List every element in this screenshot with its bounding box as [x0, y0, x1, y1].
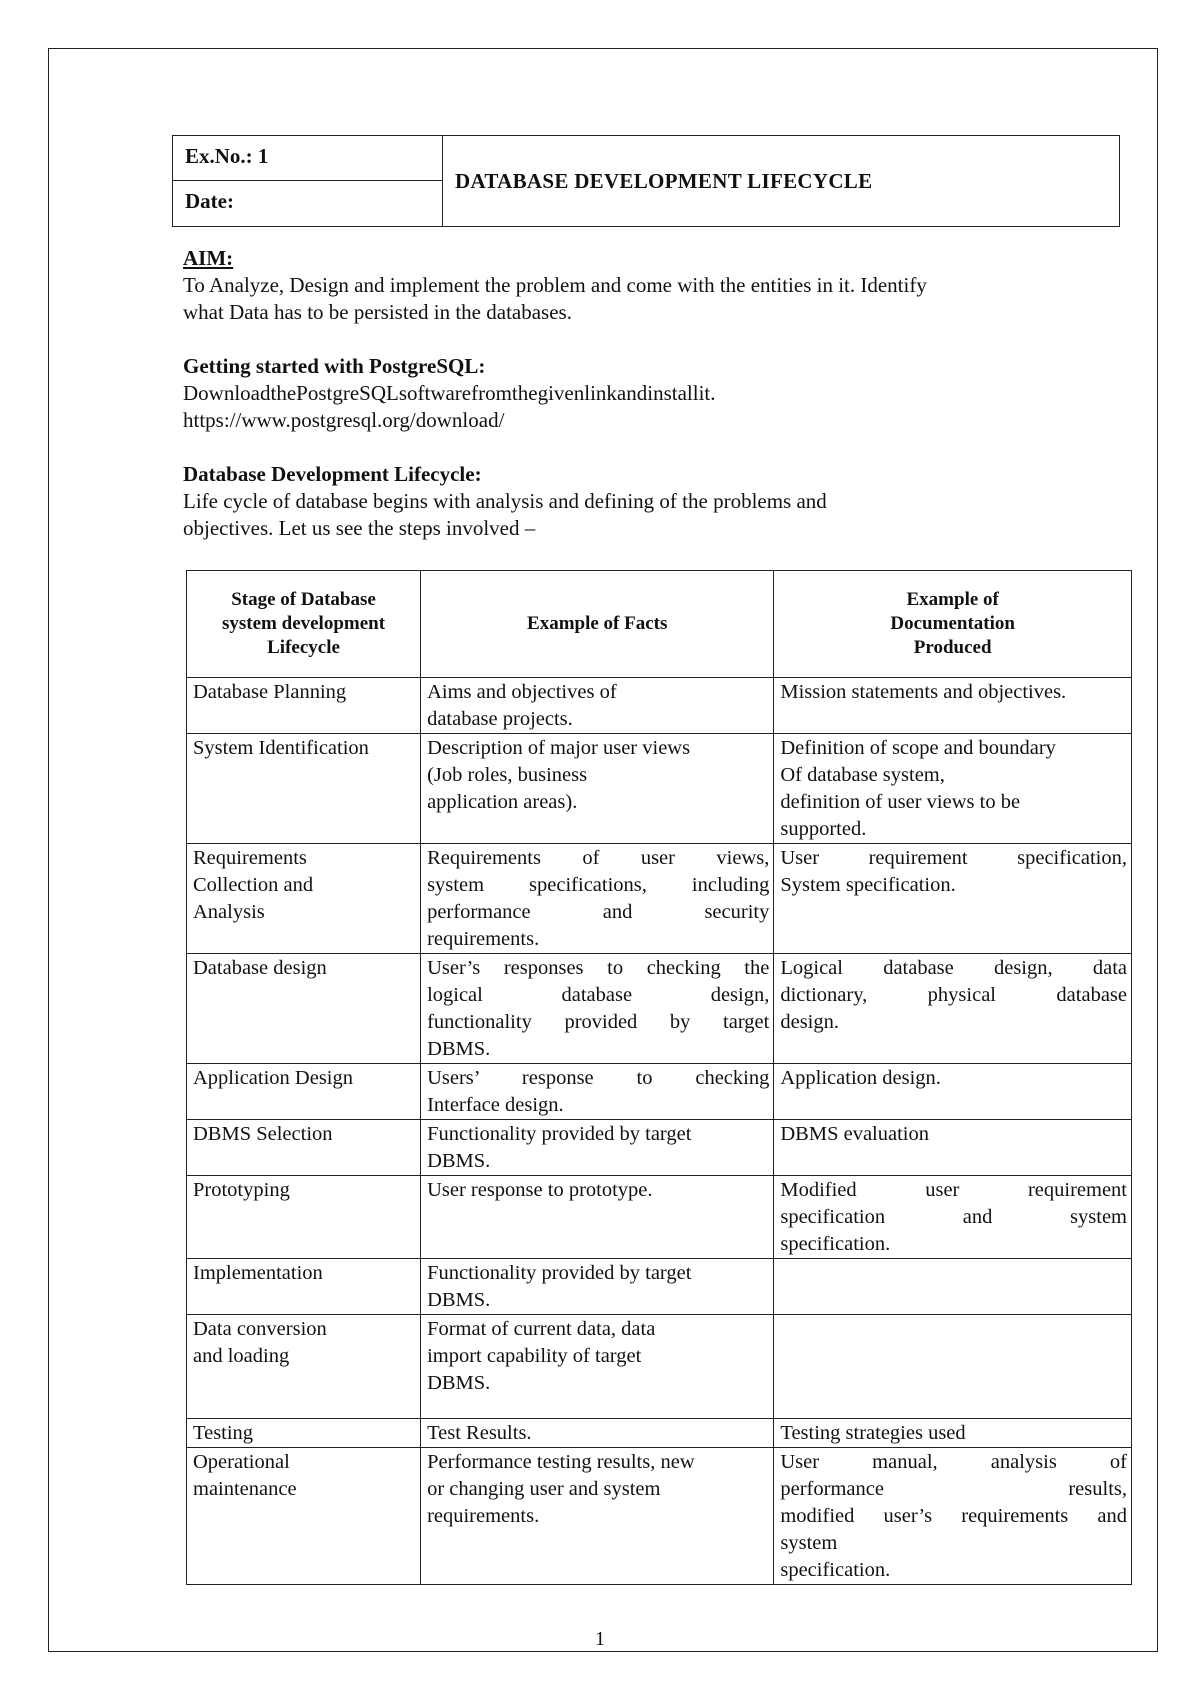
cell-line: specification and system	[780, 1206, 1127, 1228]
header-line: Produced	[913, 637, 992, 658]
table-row	[187, 734, 1132, 844]
cell-line: DBMS.	[427, 1038, 491, 1060]
cell-stage	[187, 1064, 421, 1120]
cell-line: Test Results.	[427, 1422, 532, 1444]
cell-line: Functionality provided by target	[427, 1123, 692, 1145]
aim-text-line-1: To Analyze, Design and implement the problem and come with the entities in it. Identify	[183, 273, 927, 297]
cell-line: requirements.	[427, 1505, 540, 1527]
cell-facts	[421, 1315, 774, 1419]
getting-started-text: DownloadthePostgreSQLsoftwarefromthegivenlinkandinstallit.	[183, 381, 716, 405]
cell-line: Performance testing results, new	[427, 1451, 695, 1473]
cell-line: Requirements	[193, 847, 307, 869]
cell-line: performance results,	[780, 1478, 1127, 1500]
cell-docs	[774, 1064, 1132, 1120]
cell-facts	[421, 734, 774, 844]
header-line: Stage of Database	[231, 589, 376, 610]
cell-line: DBMS.	[427, 1372, 491, 1394]
aim-heading: AIM:	[183, 246, 234, 270]
exercise-number: Ex.No.: 1	[173, 136, 442, 181]
table-row	[187, 1120, 1132, 1176]
cell-line: logical database design,	[427, 984, 770, 1006]
lifecycle-text-line-1: Life cycle of database begins with analysis and defining of the problems and	[183, 489, 827, 513]
cell-line: system specifications, including	[427, 874, 770, 896]
cell-line: and loading	[193, 1345, 290, 1367]
cell-stage	[187, 1315, 421, 1419]
cell-line: Functionality provided by target	[427, 1262, 692, 1284]
exercise-date: Date:	[185, 189, 234, 213]
lifecycle-heading: Database Development Lifecycle:	[183, 462, 482, 486]
cell-stage	[187, 1176, 421, 1259]
cell-line: User manual, analysis of	[780, 1451, 1127, 1473]
table-row	[187, 844, 1132, 954]
cell-line: Aims and objectives of	[427, 681, 617, 703]
cell-line: DBMS.	[427, 1150, 491, 1172]
table-row	[187, 1259, 1132, 1315]
table-header-row	[187, 571, 1132, 678]
cell-line: design.	[780, 1011, 840, 1033]
cell-line: User requirement specification,	[780, 847, 1127, 869]
cell-facts	[421, 678, 774, 734]
cell-line: (Job roles, business	[427, 764, 588, 786]
cell-facts	[421, 954, 774, 1064]
cell-stage	[187, 1419, 421, 1448]
header-line: system development	[222, 613, 386, 634]
cell-docs	[774, 954, 1132, 1064]
page-number: 1	[595, 1628, 605, 1650]
cell-line: Database design	[193, 957, 327, 979]
cell-stage	[187, 734, 421, 844]
cell-line: DBMS evaluation	[780, 1123, 929, 1145]
cell-line: Operational	[193, 1451, 290, 1473]
cell-line: Testing	[193, 1422, 254, 1444]
cell-line: or changing user and system	[427, 1478, 661, 1500]
cell-line: Database Planning	[193, 681, 347, 703]
exercise-title: DATABASE DEVELOPMENT LIFECYCLE	[455, 168, 873, 193]
cell-line: DBMS Selection	[193, 1123, 333, 1145]
cell-line: Description of major user views	[427, 737, 691, 759]
cell-line: requirements.	[427, 928, 540, 950]
cell-docs	[774, 1259, 1132, 1315]
cell-docs	[774, 1176, 1132, 1259]
cell-line: modified user’s requirements and	[780, 1505, 1127, 1527]
cell-line: system	[780, 1532, 838, 1554]
cell-line: Analysis	[193, 901, 265, 923]
cell-line: System specification.	[780, 874, 956, 896]
cell-line: supported.	[780, 818, 867, 840]
header-stage	[187, 571, 421, 678]
cell-line: Application design.	[780, 1067, 941, 1089]
table-row	[187, 1419, 1132, 1448]
table-row	[187, 678, 1132, 734]
cell-facts	[421, 1448, 774, 1585]
cell-stage	[187, 844, 421, 954]
cell-docs	[774, 734, 1132, 844]
cell-line: Data conversion	[193, 1318, 327, 1340]
cell-line: Testing strategies used	[780, 1422, 966, 1444]
exercise-header-table	[172, 135, 1120, 227]
cell-facts	[421, 1259, 774, 1315]
cell-line: Requirements of user views,	[427, 847, 770, 869]
cell-facts	[421, 1419, 774, 1448]
cell-line: Interface design.	[427, 1094, 564, 1116]
cell-line: Application Design	[193, 1067, 353, 1089]
aim-text-line-2: what Data has to be persisted in the databases.	[183, 300, 572, 324]
cell-line: Users’ response to checking	[427, 1067, 770, 1089]
cell-line: Of database system,	[780, 764, 945, 786]
getting-started-heading: Getting started with PostgreSQL:	[183, 354, 486, 378]
header-left-column	[173, 136, 443, 226]
cell-line: System Identification	[193, 737, 369, 759]
cell-line: Collection and	[193, 874, 314, 896]
cell-facts	[421, 844, 774, 954]
cell-docs	[774, 844, 1132, 954]
cell-line: dictionary, physical database	[780, 984, 1127, 1006]
table-row	[187, 954, 1132, 1064]
cell-docs	[774, 1419, 1132, 1448]
cell-line: functionality provided by target	[427, 1011, 770, 1033]
header-line: Example of	[906, 589, 999, 610]
document-body	[183, 245, 1083, 542]
table-row	[187, 1064, 1132, 1120]
cell-line: definition of user views to be	[780, 791, 1021, 813]
cell-line: application areas).	[427, 791, 578, 813]
lifecycle-stages-table	[186, 570, 1132, 1585]
cell-line: performance and security	[427, 901, 770, 923]
table-row	[187, 1176, 1132, 1259]
cell-line: maintenance	[193, 1478, 297, 1500]
cell-line: Modified user requirement	[780, 1179, 1127, 1201]
lifecycle-text-line-2: objectives. Let us see the steps involved –	[183, 516, 536, 540]
cell-line: User’s responses to checking the	[427, 957, 770, 979]
cell-docs	[774, 1120, 1132, 1176]
cell-line: DBMS.	[427, 1289, 491, 1311]
cell-line: database projects.	[427, 708, 573, 730]
postgresql-download-link[interactable]: https://www.postgresql.org/download/	[183, 408, 505, 432]
header-line: Example of Facts	[527, 613, 668, 634]
cell-line: Definition of scope and boundary	[780, 737, 1056, 759]
cell-stage	[187, 678, 421, 734]
cell-stage	[187, 954, 421, 1064]
cell-line: Mission statements and objectives.	[780, 681, 1067, 703]
cell-line: Logical database design, data	[780, 957, 1127, 979]
table-row	[187, 1315, 1132, 1419]
cell-line: specification.	[780, 1233, 891, 1255]
cell-stage	[187, 1448, 421, 1585]
cell-line: import capability of target	[427, 1345, 642, 1367]
cell-line: Prototyping	[193, 1179, 290, 1201]
header-facts	[421, 571, 774, 678]
cell-stage	[187, 1259, 421, 1315]
header-documentation	[774, 571, 1132, 678]
cell-stage	[187, 1120, 421, 1176]
cell-line: Implementation	[193, 1262, 323, 1284]
cell-docs	[774, 678, 1132, 734]
cell-line: specification.	[780, 1559, 891, 1581]
cell-facts	[421, 1120, 774, 1176]
table-row	[187, 1448, 1132, 1585]
cell-facts	[421, 1176, 774, 1259]
header-line: Documentation	[890, 613, 1015, 634]
header-line: Lifecycle	[267, 637, 340, 658]
cell-facts	[421, 1064, 774, 1120]
cell-docs	[774, 1448, 1132, 1585]
cell-line: Format of current data, data	[427, 1318, 656, 1340]
cell-docs	[774, 1315, 1132, 1419]
cell-line: User response to prototype.	[427, 1179, 653, 1201]
